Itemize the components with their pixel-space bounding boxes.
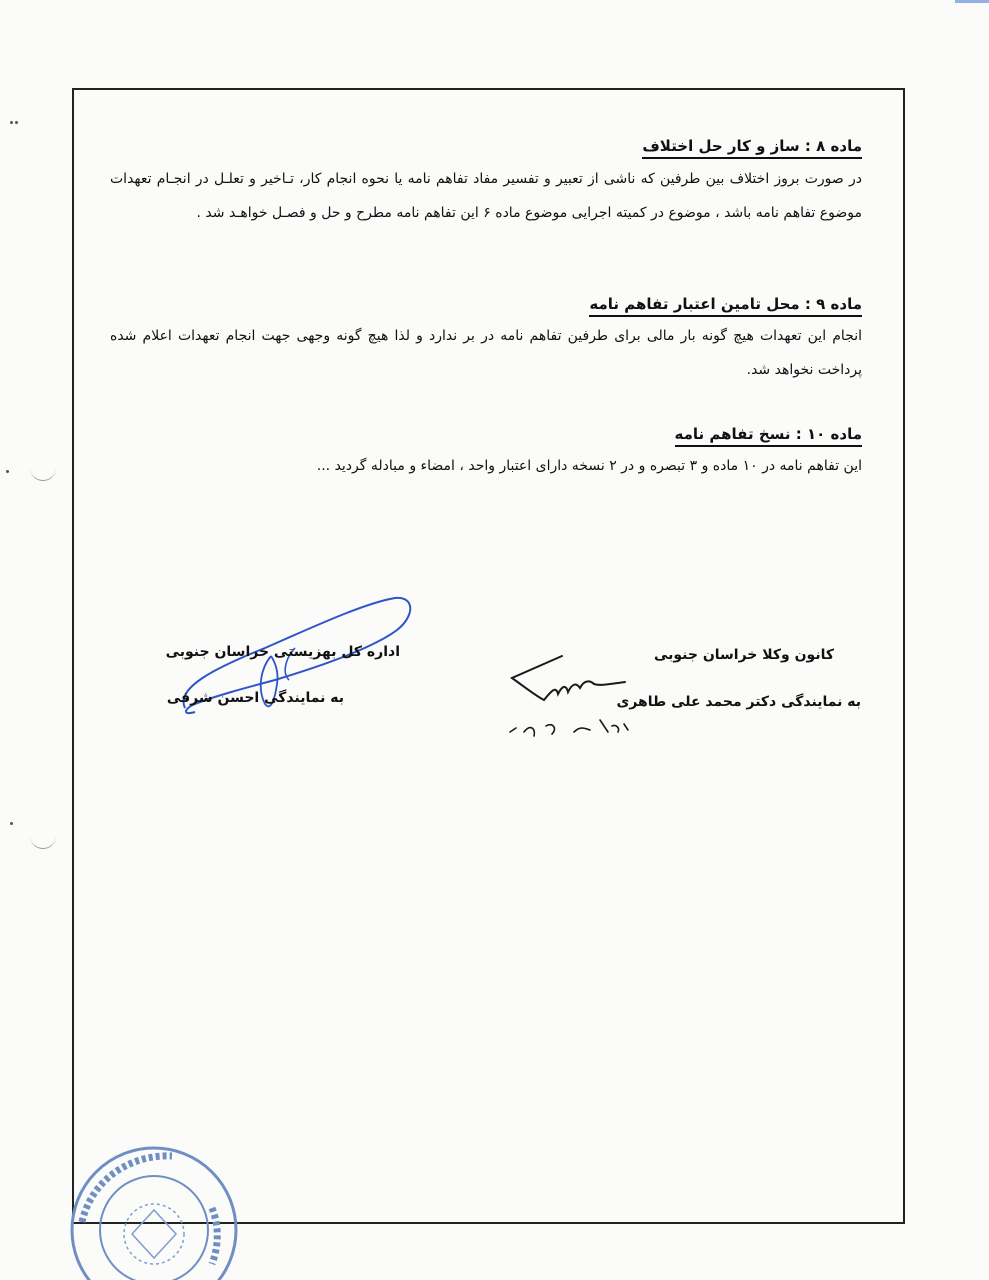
right-handwritten-signature [500,640,650,750]
punch-hole-mark [30,464,56,481]
scan-speck [10,822,13,825]
section-8-body: در صورت بروز اختلاف بین طرفین که ناشی از تعبیر و تفسیر مفاد تفاهم نامه یا نحوه انجام کار، تـاخیر و تعلـل در انجـام تعهدات موضوع تفاهم نامه باشد ، موضوع در کمیته اجرایی موضوع ماده ۶ این تفاهم نامه مطرح و حل و فصـل خواهـد شد . [110,171,862,221]
scan-speck [10,121,13,124]
right-signatory-rep: به نمایندگی دکتر محمد علی طاهری [616,694,861,710]
right-signatory-org: کانون وکلا خراسان جنوبی [653,647,834,663]
left-signatory-org: اداره کل بهزیستی خراسان جنوبی [165,644,400,660]
stamp-seal [62,1138,240,1280]
section-10-body: این تفاهم نامه در ۱۰ ماده و ۳ تبصره و در ۲ نسخه دارای اعتبار واحد ، امضاء و مبادله گردید ... [316,458,862,474]
section-9-heading: ماده ۹ : محل تامین اعتبار تفاهم نامه [589,294,862,317]
scan-edge [955,0,989,3]
left-signatory-rep: به نمایندگی احسن شرفی [166,690,344,706]
scan-speck [6,470,9,473]
section-9 [589,294,862,317]
section-8 [642,136,862,159]
section-10 [675,424,862,447]
scan-speck [15,121,18,124]
section-8-heading: ماده ۸ : ساز و کار حل اختلاف [642,136,862,159]
punch-hole-mark [30,832,56,849]
section-9-body: انجام این تعهدات هیچ گونه بار مالی برای طرفین تفاهم نامه در بر ندارد و لذا هیچ گونه وجهی جهت انجام تعهدات اعلام شده پرداخت نخواهد شد. [110,328,862,378]
section-10-heading: ماده ۱۰ : نسخ تفاهم نامه [675,424,862,447]
